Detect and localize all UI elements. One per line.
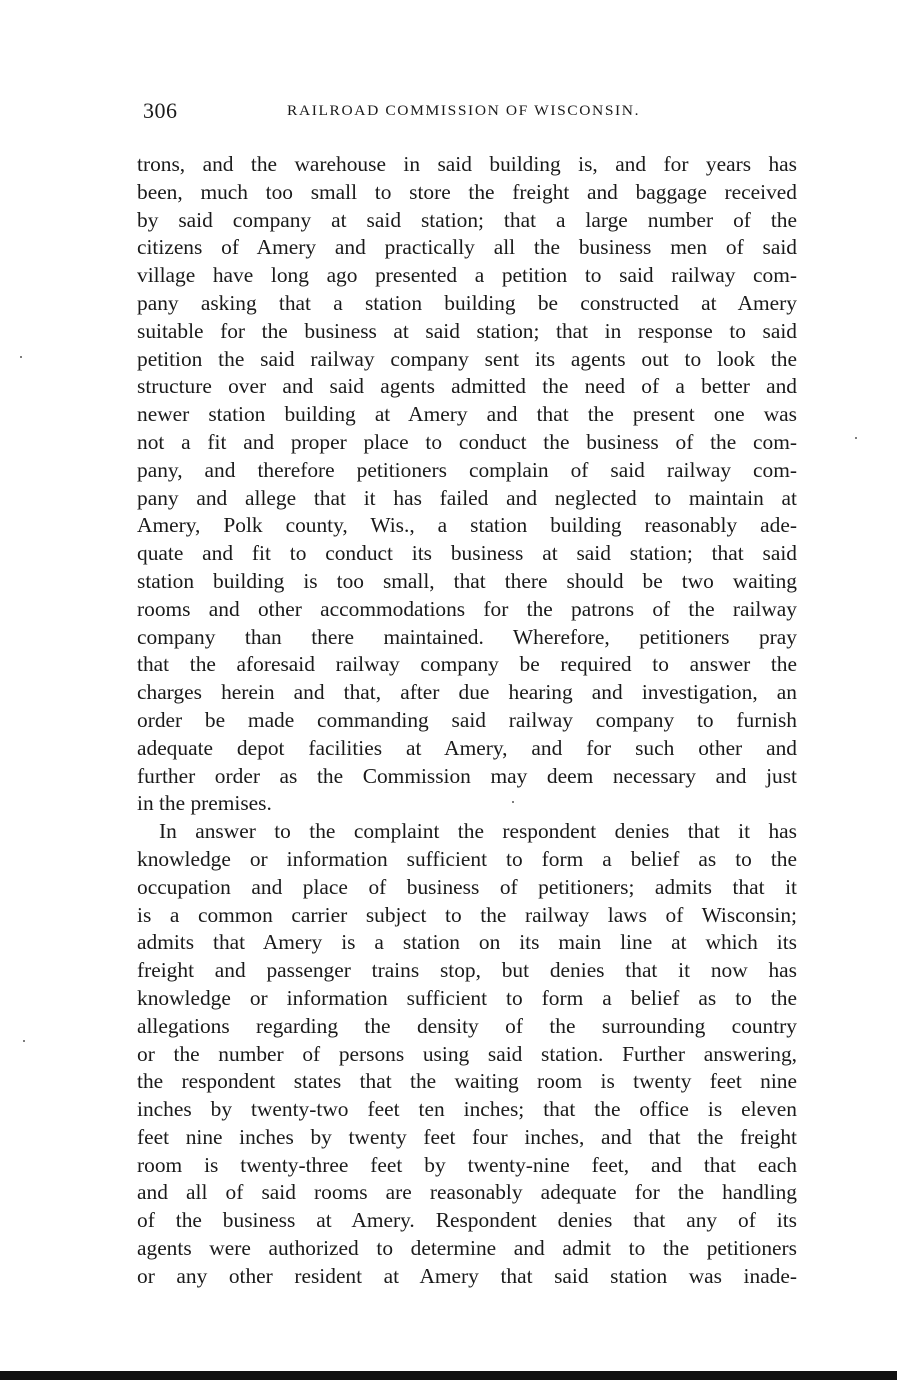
text-line: In answer to the complaint the respondent denies that it has	[159, 819, 797, 844]
text-line: occupation and place of business of petitioners; admits that it	[137, 874, 797, 899]
text-line: company than there maintained. Wherefore, petitioners pray	[137, 624, 797, 649]
scan-bottom-edge	[0, 1371, 897, 1380]
text-line: citizens of Amery and practically all the business men of said	[137, 235, 797, 260]
text-line: admits that Amery is a station on its main line at which its	[137, 930, 797, 955]
text-line: further order as the Commission may deem necessary and just	[137, 763, 797, 788]
text-line: quate and fit to conduct its business at said station; that said	[137, 541, 797, 566]
page-number: 306	[143, 98, 178, 123]
scan-speck	[20, 356, 22, 358]
text-line: rooms and other accommodations for the patrons of the railway	[137, 596, 797, 621]
text-line: feet nine inches by twenty feet four inches, and that the freight	[137, 1124, 797, 1149]
paragraph-1	[137, 151, 797, 818]
text-line: the respondent states that the waiting room is twenty feet nine	[137, 1069, 797, 1094]
text-line: inches by twenty-two feet ten inches; that the office is eleven	[137, 1097, 797, 1122]
text-line: room is twenty-three feet by twenty-nine feet, and that each	[137, 1152, 797, 1177]
text-line: order be made commanding said railway company to furnish	[137, 707, 797, 732]
text-line: pany asking that a station building be constructed at Amery	[137, 290, 797, 315]
text-line: in the premises.	[137, 791, 272, 816]
text-line: pany, and therefore petitioners complain of said railway com-	[137, 457, 797, 482]
text-line: station building is too small, that there should be two waiting	[137, 568, 797, 593]
text-line: allegations regarding the density of the surrounding country	[137, 1013, 797, 1038]
page-header	[143, 98, 794, 128]
scan-speck	[23, 1040, 25, 1042]
text-line: freight and passenger trains stop, but denies that it now has	[137, 958, 797, 983]
text-line: that the aforesaid railway company be required to answer the	[137, 652, 797, 677]
running-title: RAILROAD COMMISSION OF WISCONSIN.	[287, 102, 641, 119]
text-line: village have long ago presented a petition to said railway com-	[137, 263, 797, 288]
text-line: adequate depot facilities at Amery, and for such other and	[137, 735, 797, 760]
text-line: of the business at Amery. Respondent denies that any of its	[137, 1208, 797, 1233]
text-line: or any other resident at Amery that said station was inade-	[137, 1263, 797, 1288]
text-line: agents were authorized to determine and admit to the petitioners	[137, 1236, 797, 1261]
text-line: newer station building at Amery and that the present one was	[137, 402, 797, 427]
text-line: by said company at said station; that a large number of the	[137, 207, 797, 232]
text-line: trons, and the warehouse in said building is, and for years has	[137, 152, 797, 176]
body-text	[137, 151, 797, 1291]
scan-speck	[512, 801, 514, 803]
text-line: knowledge or information sufficient to form a belief as to the	[137, 846, 797, 871]
text-line: charges herein and that, after due hearing and investigation, an	[137, 680, 797, 705]
text-line: and all of said rooms are reasonably adequate for the handling	[137, 1180, 797, 1205]
scan-speck	[855, 437, 857, 439]
text-line: suitable for the business at said station; that in response to said	[137, 318, 797, 343]
text-line: been, much too small to store the freight and baggage received	[137, 179, 797, 204]
text-line: not a fit and proper place to conduct the business of the com-	[137, 429, 797, 454]
text-line: structure over and said agents admitted the need of a better and	[137, 374, 797, 399]
text-line: or the number of persons using said station. Further answering,	[137, 1041, 797, 1066]
text-line: pany and allege that it has failed and neglected to maintain at	[137, 485, 797, 510]
text-line: petition the said railway company sent its agents out to look the	[137, 346, 797, 371]
paragraph-2	[137, 818, 797, 1291]
text-line: knowledge or information sufficient to form a belief as to the	[137, 985, 797, 1010]
text-line: is a common carrier subject to the railway laws of Wisconsin;	[137, 902, 797, 927]
text-line: Amery, Polk county, Wis., a station building reasonably ade-	[137, 513, 797, 538]
